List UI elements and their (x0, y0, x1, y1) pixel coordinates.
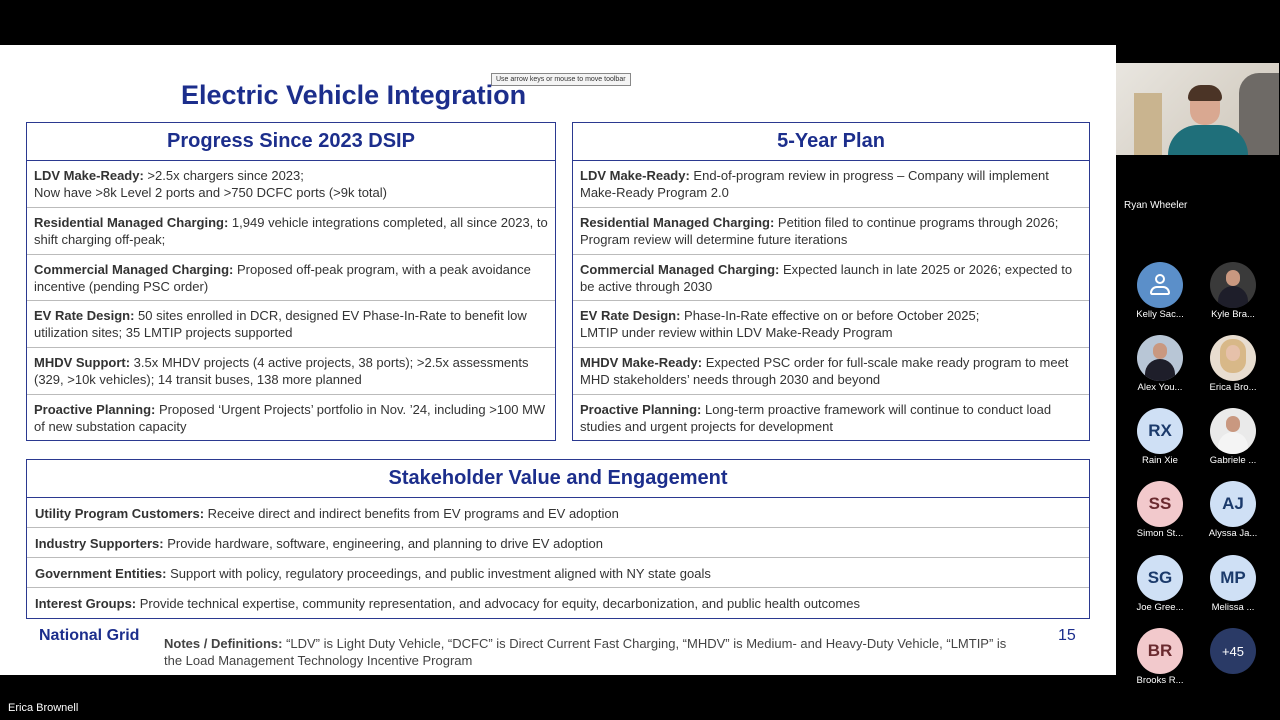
stakeholder-row: Utility Program Customers: Receive direct and indirect benefits from EV programs and EV adoption (27, 498, 1089, 528)
participant-name: Erica Bro... (1209, 382, 1257, 393)
stakeholder-row: Interest Groups: Provide technical expertise, community representation, and advocacy for equity, decarbonization, and public health outcomes (35, 596, 860, 611)
video-background-shelf (1134, 93, 1162, 155)
slide-notes: Notes / Definitions: “LDV” is Light Duty Vehicle, “DCFC” is Direct Current Fast Charging, “MHDV” is Medium- and Heavy-Duty Vehicle, “LMTIP” is the Load Management Technology Incentive Program (164, 636, 1007, 668)
participant-tile[interactable] (1125, 335, 1195, 393)
participant-name: Alyssa Ja... (1208, 528, 1258, 539)
participant-name: Simon St... (1136, 528, 1184, 539)
participant-tile[interactable] (1125, 408, 1195, 466)
presentation-slide (0, 45, 1116, 675)
person-icon (1149, 274, 1171, 296)
plan-header: 5-Year Plan (573, 123, 1089, 161)
participant-tile[interactable] (1198, 335, 1268, 393)
plan-row: Proactive Planning: Long-term proactive framework will continue to conduct load studies and urgent projects for development (580, 401, 1052, 434)
plan-panel (572, 122, 1090, 441)
participant-tile[interactable] (1198, 555, 1268, 613)
avatar: SS (1137, 481, 1183, 527)
progress-panel (26, 122, 556, 441)
plan-row: LDV Make-Ready: End-of-program review in progress – Company will implement Make-Ready Program 2.0 (573, 161, 1089, 208)
progress-row: MHDV Support: 3.5x MHDV projects (4 active projects, 38 ports); >2.5x assessments (329, >10k vehicles); 14 transit buses, 138 more planned (27, 348, 555, 395)
more-count: +45 (1210, 628, 1256, 674)
plan-row: MHDV Make-Ready: Expected PSC order for full-scale make ready program to meet MHD stakeholders’ needs through 2030 and beyond (573, 348, 1089, 395)
stakeholder-row: Industry Supporters: Provide hardware, software, engineering, and planning to drive EV adoption (27, 528, 1089, 558)
participant-name: Gabriele ... (1209, 455, 1257, 466)
avatar (1137, 335, 1183, 381)
participant-name: Melissa ... (1211, 602, 1255, 613)
participant-tile[interactable] (1125, 481, 1195, 539)
participant-tile[interactable] (1125, 628, 1195, 686)
avatar: MP (1210, 555, 1256, 601)
avatar (1137, 262, 1183, 308)
avatar: BR (1137, 628, 1183, 674)
plan-row: Residential Managed Charging: Petition filed to continue programs through 2026; Program review will determine future iterations (573, 208, 1089, 255)
video-person-body (1168, 125, 1248, 155)
participant-name: Kelly Sac... (1136, 309, 1184, 320)
avatar: RX (1137, 408, 1183, 454)
slide-title: Electric Vehicle Integration (181, 80, 527, 110)
progress-row: Residential Managed Charging: 1,949 vehicle integrations completed, all since 2023, to shift charging off-peak; (27, 208, 555, 255)
video-person-hair (1188, 85, 1222, 101)
progress-row: LDV Make-Ready: >2.5x chargers since 2023; Now have >8k Level 2 ports and >750 DCFC ports (>9k total) (27, 161, 555, 208)
brand-logo-text: National Grid (39, 627, 140, 644)
presenter-name: Erica Brownell (8, 702, 79, 714)
progress-header: Progress Since 2023 DSIP (27, 123, 555, 161)
participant-name: Brooks R... (1136, 675, 1184, 686)
video-tile-name: Ryan Wheeler (1124, 200, 1188, 211)
progress-row: Proactive Planning: Proposed ‘Urgent Projects’ portfolio in Nov. ’24, including >100 MW of new substation capacity (34, 401, 546, 434)
avatar (1210, 408, 1256, 454)
participant-tile[interactable] (1125, 555, 1195, 613)
stakeholder-header: Stakeholder Value and Engagement (27, 460, 1089, 498)
toolbar-tooltip: Use arrow keys or mouse to move toolbar (491, 73, 631, 86)
avatar (1210, 262, 1256, 308)
page-number: 15 (1058, 627, 1076, 644)
plan-row: EV Rate Design: Phase-In-Rate effective on or before October 2025; LMTIP under review within LDV Make-Ready Program (573, 301, 1089, 348)
more-participants-button[interactable] (1198, 628, 1268, 674)
plan-row: Commercial Managed Charging: Expected launch in late 2025 or 2026; expected to be active through 2030 (573, 255, 1089, 302)
participant-name: Joe Gree... (1136, 602, 1184, 613)
participant-tile[interactable] (1125, 262, 1195, 320)
participant-name: Alex You... (1137, 382, 1183, 393)
stakeholder-row: Government Entities: Support with policy, regulatory proceedings, and public investment aligned with NY state goals (27, 558, 1089, 588)
participant-name: Rain Xie (1142, 455, 1178, 466)
stakeholder-panel (26, 459, 1090, 619)
avatar: AJ (1210, 481, 1256, 527)
participant-tile[interactable] (1198, 408, 1268, 466)
progress-row: EV Rate Design: 50 sites enrolled in DCR, designed EV Phase-In-Rate to benefit low utilization sites; 35 LMTIP projects supported (27, 301, 555, 348)
active-video-tile[interactable] (1116, 63, 1279, 155)
participant-name: Kyle Bra... (1211, 309, 1255, 320)
participant-tile[interactable] (1198, 262, 1268, 320)
avatar: SG (1137, 555, 1183, 601)
progress-row: Commercial Managed Charging: Proposed off-peak program, with a peak avoidance incentive (pending PSC order) (27, 255, 555, 302)
participant-tile[interactable] (1198, 481, 1268, 539)
avatar (1210, 335, 1256, 381)
